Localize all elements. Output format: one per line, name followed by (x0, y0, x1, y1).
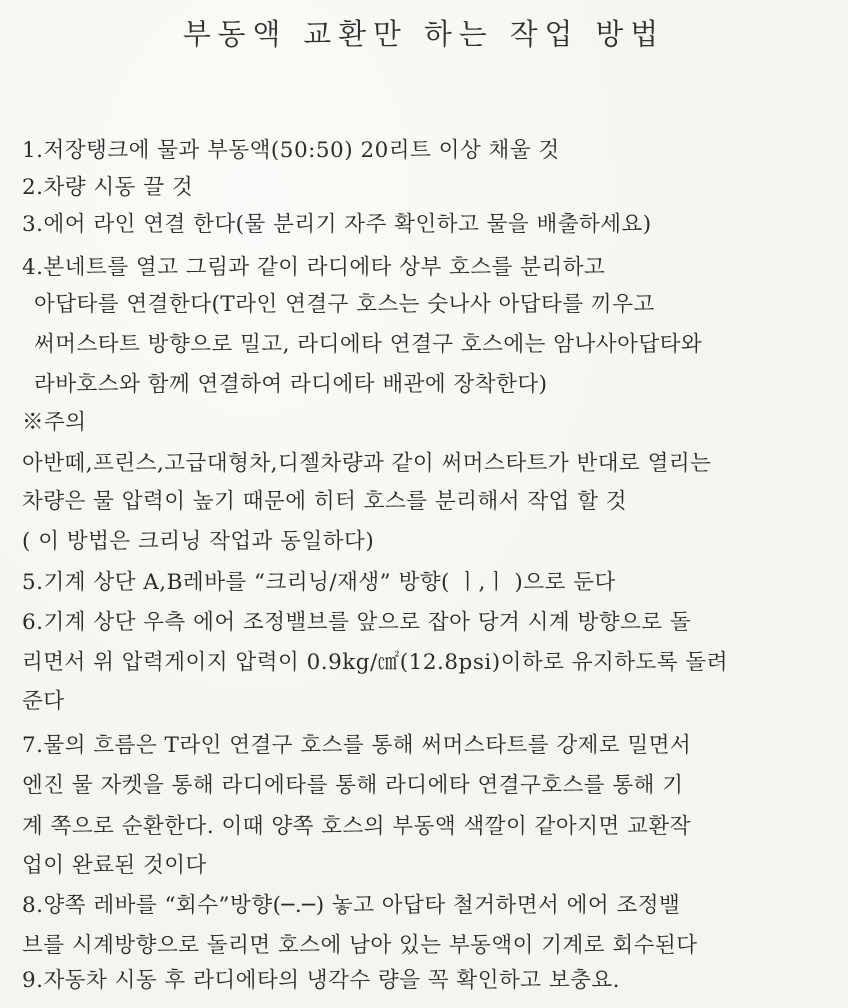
caution-heading: ※주의 (22, 410, 87, 435)
step-4-line-4: 라바호스와 함께 연결하여 라디에타 배관에 장착한다) (34, 372, 548, 397)
caution-line-2: 차량은 물 압력이 높기 때문에 히터 호스를 분리해서 작업 할 것 (22, 489, 628, 514)
step-7-line: 7.물의 흐름은 T라인 연결구 호스를 통해 써머스타트를 강제로 밀면서 (22, 733, 692, 758)
step-7-line-4: 업이 완료된 것이다 (22, 853, 207, 878)
step-7-line-2: 엔진 물 자켓을 통해 라디에타를 통해 라디에타 연결구호스를 통해 기 (22, 773, 684, 798)
caution-line-3: ( 이 방법은 크리닝 작업과 동일하다) (22, 529, 375, 554)
document-title: 부동액 교환만 하는 작업 방법 (182, 17, 666, 51)
step-6-line-2: 리면서 위 압력게이지 압력이 0.9kg/㎠(12.8psi)이하로 유지하도록 돌려 (22, 650, 728, 675)
step-4-line-3: 써머스타트 방향으로 밀고, 라디에타 연결구 호스에는 암나사아답타와 (34, 332, 703, 357)
step-8-line: 8.양쪽 레바를 “회수”방향(─.─) 놓고 아답타 철거하면서 에어 조정밸 (22, 893, 681, 918)
caution-line-1: 아반떼,프린스,고급대형차,디젤차량과 같이 써머스타트가 반대로 열리는 (22, 451, 712, 476)
step-8-line-2: 브를 시계방향으로 돌리면 호스에 남아 있는 부동액이 기계로 회수된다 (22, 933, 698, 958)
step-9-line: 9.자동차 시동 후 라디에타의 냉각수 량을 꼭 확인하고 보충요. (22, 968, 620, 993)
step-3-line: 3.에어 라인 연결 한다(물 분리기 자주 확인하고 물을 배출하세요) (22, 212, 652, 237)
step-6-line-3: 준다 (22, 689, 65, 714)
step-4-line-2: 아답타를 연결한다(T라인 연결구 호스는 숫나사 아답타를 끼우고 (34, 292, 655, 317)
step-4-line: 4.본네트를 열고 그림과 같이 라디에타 상부 호스를 분리하고 (22, 255, 606, 280)
step-5-line: 5.기계 상단 A,B레바를 “크리닝/재생” 방향( ㅣ,ㅣ )으로 둔다 (22, 570, 616, 595)
step-6-line: 6.기계 상단 우측 에어 조정밸브를 앞으로 잡아 당겨 시계 방향으로 돌 (22, 610, 692, 635)
step-1-line: 1.저장탱크에 물과 부동액(50:50) 20리트 이상 채울 것 (22, 138, 560, 163)
step-2-line: 2.차량 시동 끌 것 (22, 175, 194, 200)
step-7-line-3: 계 쪽으로 순환한다. 이때 양쪽 호스의 부동액 색깔이 같아지면 교환작 (22, 814, 691, 839)
